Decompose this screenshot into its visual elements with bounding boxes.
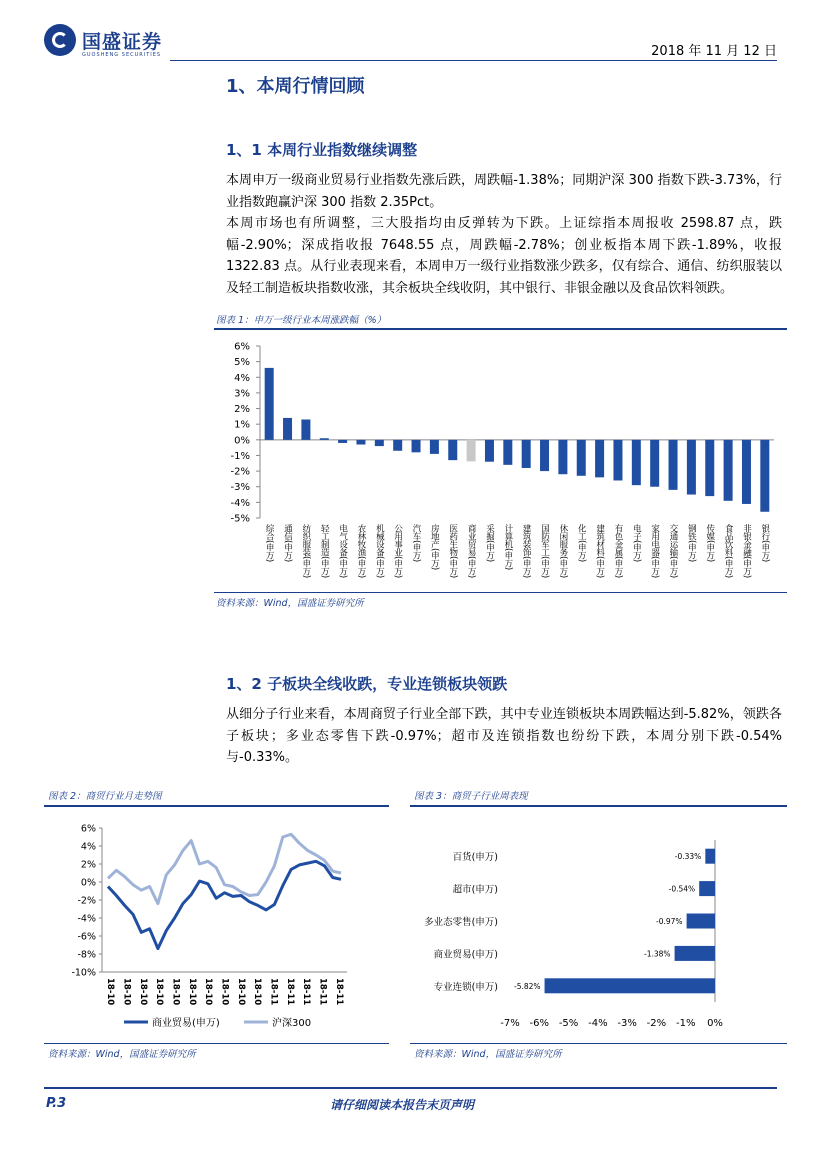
x-category-label: 通信(申万) — [282, 524, 293, 562]
y-tick-label: 5% — [234, 357, 250, 369]
x-category-label: 计算机(申万) — [502, 524, 513, 570]
y-tick-label: -8% — [77, 949, 96, 961]
bar — [545, 978, 715, 993]
paragraph-3: 从细分子行业来看，本周商贸子行业全部下跌，其中专业连锁板块本周跌幅达到-5.82%，领跌各子板块；多业态零售下跌-0.97%；超市及连锁指数也纷纷下跌，本周分别下跌-0.54%与-0.33%。 — [226, 707, 782, 765]
x-tick-label: 18-10 — [105, 978, 116, 1006]
bar — [448, 440, 457, 460]
x-tick-label: 18-10 — [219, 978, 230, 1006]
x-tick-label: -6% — [529, 1018, 550, 1029]
x-tick-label: 18-11 — [333, 978, 344, 1006]
bar — [467, 440, 476, 462]
y-tick-label: 3% — [234, 388, 250, 400]
y-tick-label: -6% — [77, 931, 96, 943]
figure2-source: 资料来源：Wind，国盛证券研究所 — [48, 1049, 196, 1060]
figure1-bottom-line — [214, 592, 787, 593]
x-category-label: 传媒(申万) — [704, 524, 715, 562]
figure2-title: 图表 2：商贸行业月走势图 — [48, 791, 162, 802]
bar — [742, 440, 751, 504]
bar — [595, 440, 604, 478]
x-category-label: 建筑装饰(申万) — [521, 524, 532, 578]
figure1-title: 图表 1：申万一级行业本周涨跌幅（%） — [216, 315, 387, 326]
bar — [705, 440, 714, 496]
bar — [724, 440, 733, 501]
y-tick-label: -10% — [71, 967, 96, 979]
x-category-label: 休闲服务(申万) — [557, 524, 568, 578]
figure1-source: 资料来源：Wind，国盛证券研究所 — [216, 598, 364, 609]
footer-disclaimer: 请仔细阅读本报告末页声明 — [330, 1098, 475, 1112]
bar — [675, 946, 715, 961]
x-category-label: 综合(申万) — [264, 524, 275, 562]
x-tick-label: 18-10 — [121, 978, 132, 1006]
x-category-label: 钢铁(申万) — [686, 524, 697, 562]
x-tick-label: -1% — [675, 1018, 696, 1029]
header-divider — [170, 60, 777, 61]
bar — [558, 440, 567, 474]
logo-subtitle: GUOSHENG SECURITIES — [82, 52, 162, 58]
value-label: -5.82% — [514, 981, 541, 991]
figure3-title: 图表 3：商贸子行业周表现 — [414, 791, 528, 802]
y-tick-label: 2% — [234, 404, 250, 416]
x-category-label: 汽车(申万) — [411, 524, 422, 562]
x-category-label: 交通运输(申万) — [668, 524, 679, 578]
subsection-title-1: 1、1 本周行业指数继续调整 — [226, 141, 418, 159]
figure2-bottom-line — [44, 1043, 389, 1044]
x-tick-label: 18-11 — [268, 978, 279, 1006]
x-category-label: 医药生物(申万) — [447, 524, 458, 578]
x-category-label: 纺织服装(申万) — [300, 524, 311, 578]
y-tick-label: 6% — [80, 823, 96, 835]
x-category-label: 采掘(申万) — [484, 524, 495, 562]
bar — [412, 440, 421, 453]
bar — [613, 440, 622, 481]
bar — [540, 440, 549, 471]
x-tick-label: 18-10 — [154, 978, 165, 1006]
bar — [687, 914, 715, 929]
bar — [669, 440, 678, 490]
paragraph-2: 本周市场也有所调整，三大股指均由反弹转为下跌。上证综指本周报收 2598.87 点，跌幅-2.90%；深成指收报 7648.55 点，周跌幅-2.78%；创业板指本周下跌-1.89%，收报 1322.83 点。从行业表现来看，本周申万一级行业指数涨少跌多，仅有综合、通信、纺织服装以及轻工制造板块指数收涨，其余板块全线收阴，其中银行、非银金融以及食品饮料领跌。 — [226, 216, 782, 296]
sub-industry-weekly-bar-chart — [410, 812, 787, 1040]
x-tick-label: 18-10 — [186, 978, 197, 1006]
bar — [632, 440, 641, 485]
x-category-label: 有色金属(申万) — [612, 524, 623, 578]
bar — [375, 440, 384, 446]
bar — [522, 440, 531, 468]
x-tick-label: 18-10 — [252, 978, 263, 1006]
x-category-label: 国防军工(申万) — [539, 524, 550, 578]
y-tick-label: 4% — [80, 841, 96, 853]
figure2-top-line — [44, 805, 389, 807]
x-category-label: 银行(申万) — [759, 524, 770, 562]
x-tick-label: 18-10 — [170, 978, 181, 1006]
y-tick-label: 2% — [80, 859, 96, 871]
x-category-label: 房地产(申万) — [429, 524, 440, 570]
category-label: 超市(申万) — [452, 884, 498, 896]
x-category-label: 商业贸易(申万) — [466, 524, 477, 578]
y-tick-label: -2% — [230, 466, 250, 478]
x-category-label: 家用电器(申万) — [649, 524, 660, 578]
section-title: 1、本周行情回顾 — [226, 76, 365, 97]
subsection-title-2: 1、2 子板块全线收跌，专业连锁板块领跌 — [226, 675, 508, 693]
x-tick-label: -4% — [588, 1018, 608, 1029]
y-tick-label: -1% — [230, 450, 250, 462]
y-tick-label: 1% — [234, 419, 250, 431]
x-category-label: 轻工制造(申万) — [319, 524, 330, 578]
bar — [430, 440, 439, 454]
figure3-top-line — [410, 805, 787, 807]
bar — [650, 440, 659, 487]
x-category-label: 机械设备(申万) — [374, 524, 385, 578]
x-category-label: 电子(申万) — [631, 524, 642, 562]
paragraph-1: 本周申万一级商业贸易行业指数先涨后跌，周跌幅-1.38%；同期沪深 300 指数下跌-3.73%，行业指数跑赢沪深 300 指数 2.35Pct。 — [226, 173, 782, 210]
x-tick-label: -2% — [646, 1018, 667, 1029]
bar — [699, 881, 715, 896]
value-label: -0.54% — [668, 884, 696, 894]
x-tick-label: 18-11 — [317, 978, 328, 1006]
trade-monthly-line-chart — [44, 812, 389, 1040]
value-label: -0.33% — [674, 852, 702, 862]
category-label: 专业连锁(申万) — [433, 981, 498, 993]
figure3-source: 资料来源：Wind，国盛证券研究所 — [414, 1049, 562, 1060]
bar — [283, 418, 292, 440]
bar — [338, 440, 347, 443]
x-tick-label: 18-10 — [203, 978, 214, 1006]
x-category-label: 非银金融(申万) — [741, 524, 752, 578]
bar — [577, 440, 586, 476]
x-tick-label: 18-10 — [235, 978, 246, 1006]
x-category-label: 农林牧渔(申万) — [355, 524, 366, 578]
report-date: 2018 年 11 月 12 日 — [651, 44, 777, 59]
bar — [301, 419, 310, 439]
y-tick-label: -2% — [77, 895, 96, 907]
figure3-bottom-line — [410, 1043, 787, 1044]
value-label: -0.97% — [656, 917, 683, 926]
figure1-top-line — [214, 328, 787, 330]
y-tick-label: 0% — [234, 435, 250, 447]
y-tick-label: -3% — [230, 482, 250, 494]
bar — [356, 440, 365, 445]
value-label: -1.38% — [644, 949, 671, 959]
x-category-label: 化工(申万) — [576, 524, 587, 562]
bar — [393, 440, 402, 451]
y-tick-label: -4% — [77, 913, 96, 925]
y-tick-label: 4% — [234, 372, 250, 384]
x-tick-label: -3% — [617, 1018, 637, 1029]
industry-weekly-bar-chart — [214, 332, 787, 590]
x-category-label: 电气设备(申万) — [337, 524, 348, 578]
x-category-label: 建筑材料(申万) — [594, 524, 605, 578]
x-category-label: 公用事业(申万) — [392, 524, 403, 578]
x-category-label: 食品饮料(申万) — [723, 524, 734, 578]
bar — [503, 440, 512, 465]
x-tick-label: -7% — [500, 1018, 520, 1029]
bar — [760, 440, 769, 512]
y-tick-label: -5% — [230, 513, 250, 525]
bar — [320, 438, 329, 440]
series-line — [108, 861, 341, 948]
bar — [265, 368, 274, 440]
x-tick-label: -5% — [558, 1018, 579, 1029]
bar — [687, 440, 696, 495]
x-tick-label: 18-11 — [284, 978, 295, 1006]
bar — [705, 849, 715, 864]
x-tick-label: 18-11 — [301, 978, 312, 1006]
x-tick-label: 18-10 — [137, 978, 148, 1006]
category-label: 多业态零售(申万) — [424, 917, 498, 928]
y-tick-label: 0% — [80, 877, 96, 889]
legend-label: 沪深300 — [272, 1018, 312, 1029]
bar — [485, 440, 494, 462]
category-label: 商业贸易(申万) — [433, 949, 498, 961]
legend-label: 商业贸易(申万) — [152, 1018, 220, 1029]
logo-text: 国盛证券 — [82, 30, 163, 53]
logo-icon — [44, 24, 76, 56]
y-tick-label: -4% — [230, 497, 250, 509]
footer-divider — [44, 1087, 777, 1089]
category-label: 百货(申万) — [452, 852, 498, 864]
x-tick-label: 0% — [707, 1018, 723, 1029]
page-number: P.3 — [46, 1096, 67, 1111]
y-tick-label: 6% — [234, 341, 250, 353]
